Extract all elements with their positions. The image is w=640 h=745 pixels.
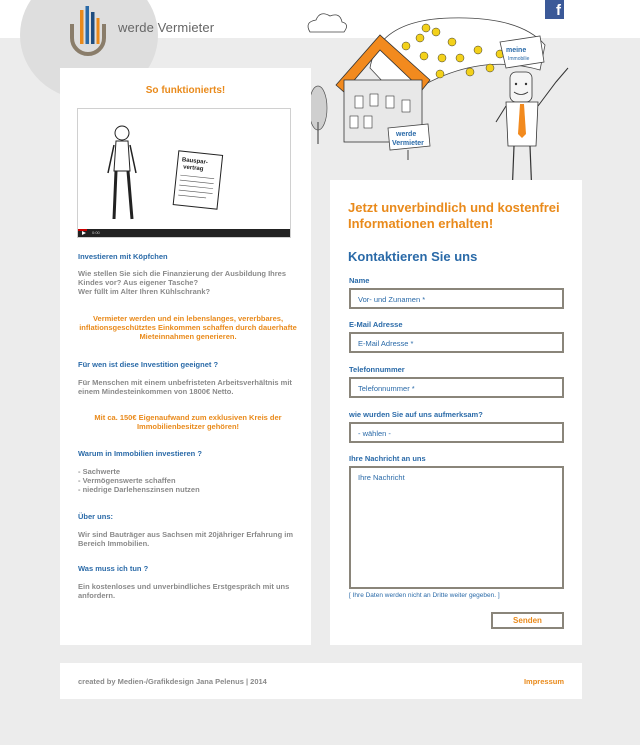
video-time: 0:00 — [92, 230, 100, 235]
name-field[interactable]: Vor- und Zunamen * — [349, 288, 564, 309]
privacy-note: [ Ihre Daten werden nicht an Dritte weiter gegeben. ] — [349, 592, 500, 599]
faq-question: Was muss ich tun ? — [78, 564, 149, 573]
faq-answer: Für Menschen mit einem unbefristeten Arbeitsverhältnis mit einem Mindesteinkommen von 1800€ Netto. — [78, 378, 292, 396]
message-textarea[interactable]: Ihre Nachricht — [349, 466, 564, 589]
impressum-link[interactable]: Impressum — [523, 677, 564, 686]
source-label: wie wurden Sie auf uns aufmerksam? — [349, 410, 483, 419]
faq-answer: Wir sind Bauträger aus Sachsen mit 20jähriger Erfahrung im Bereich Immobilien. — [78, 530, 293, 548]
svg-text:Bauspar-: Bauspar- — [181, 157, 209, 166]
play-icon[interactable] — [82, 231, 86, 235]
email-field[interactable]: E-Mail Adresse * — [349, 332, 564, 353]
faq-answer: - Sachwerte - Vermögenswerte schaffen - niedrige Darlehenszinsen nutzen — [78, 467, 200, 494]
faq-answer: Ein kostenloses und unverbindliches Erstgespräch mit uns anfordern. — [78, 582, 290, 600]
source-select[interactable]: - wählen - — [349, 422, 564, 443]
faq-question: Für wen ist diese Investition geeignet ? — [78, 360, 219, 369]
form-title: Jetzt unverbindlich und kostenfrei Informationen erhalten! — [348, 200, 560, 231]
send-button[interactable]: Senden — [491, 612, 564, 629]
faq-highlight: Vermieter werden und ein lebenslanges, vererbbares, inflationsgeschütztes Einkommen schaffen durch dauerhafte Mieteinnahmen generieren. — [79, 314, 297, 341]
svg-text:werde: werde — [396, 131, 417, 138]
hero-illustration — [300, 10, 580, 200]
svg-text:Immobilie: Immobilie — [508, 56, 530, 62]
facebook-icon[interactable]: f — [545, 0, 564, 19]
svg-text:meine: meine — [506, 47, 527, 54]
footer — [60, 663, 582, 699]
footer-credit: created by Medien-/Grafikdesign Jana Pelenus | 2014 — [78, 677, 267, 686]
message-label: Ihre Nachricht an uns — [349, 454, 426, 463]
name-label: Name — [349, 276, 370, 285]
form-subtitle: Kontaktieren Sie uns — [348, 249, 478, 264]
panel-title: So funktionierts! — [145, 85, 226, 96]
phone-label: Telefonnummer — [349, 365, 405, 374]
faq-question: Investieren mit Köpfchen — [78, 252, 168, 261]
how-it-works-panel — [60, 68, 311, 645]
faq-question: Über uns: — [78, 512, 114, 521]
contact-form-panel — [330, 180, 582, 645]
faq-question: Warum in Immobilien investieren ? — [78, 449, 202, 458]
faq-highlight: Mit ca. 150€ Eigenaufwand zum exklusiven Kreis der Immobilienbesitzer gehören! — [94, 413, 282, 431]
video-player[interactable] — [77, 108, 291, 238]
svg-text:Vermieter: Vermieter — [392, 140, 424, 147]
logo-text[interactable]: werde Vermieter — [118, 20, 215, 35]
video-controls[interactable] — [78, 229, 291, 237]
logo-icon[interactable] — [66, 6, 110, 56]
email-label: E-Mail Adresse — [349, 320, 403, 329]
video-thumbnail — [78, 109, 291, 231]
phone-field[interactable]: Telefonnummer * — [349, 377, 564, 398]
faq-answer: Wie stellen Sie sich die Finanzierung der Ausbildung Ihres Kindes vor? Aus eigener Tasche? Wer füllt im Alter Ihren Kühlschrank? — [78, 269, 287, 296]
svg-text:vertrag: vertrag — [182, 164, 204, 173]
